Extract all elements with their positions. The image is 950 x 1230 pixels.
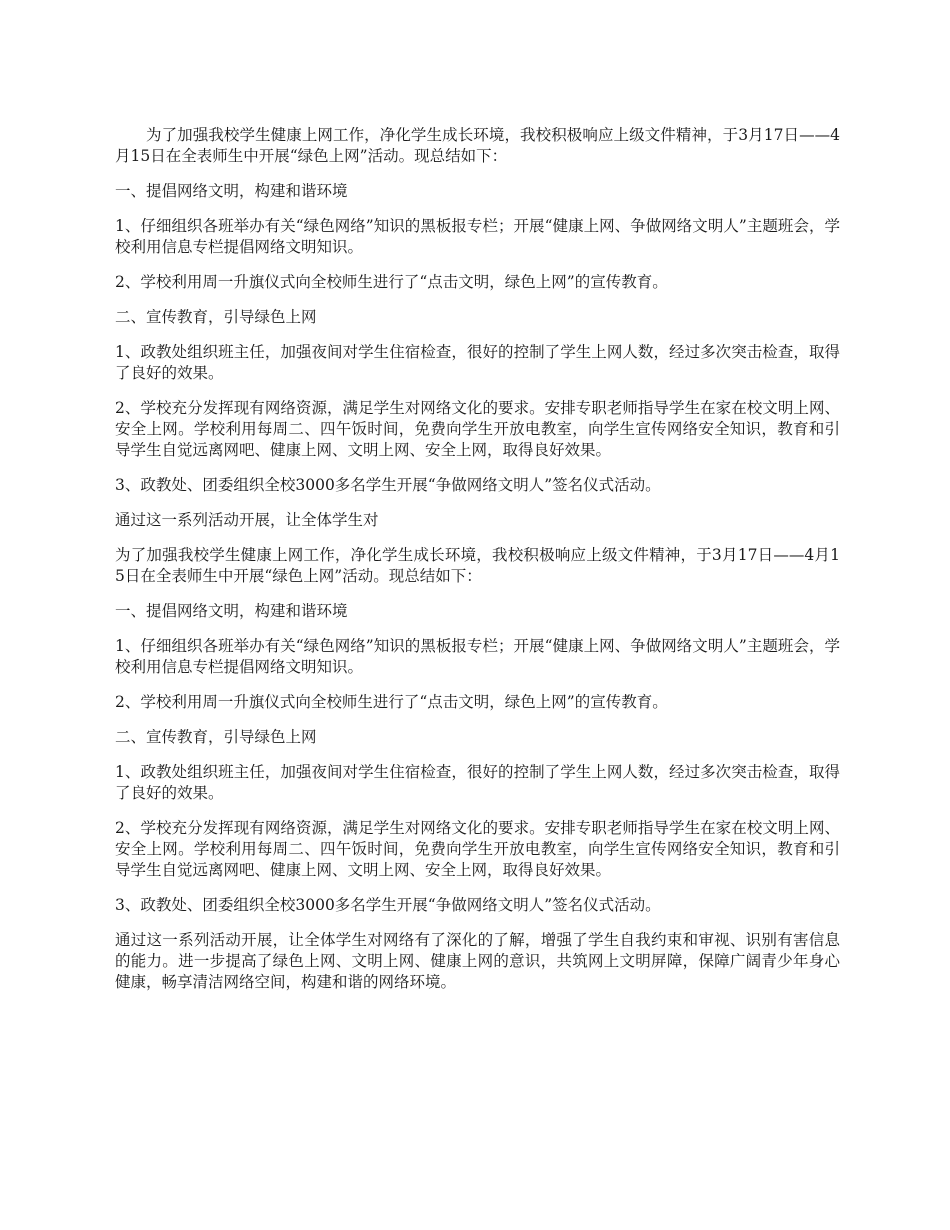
section-heading-2-repeat: 二、宣传教育，引导绿色上网 [115,728,317,746]
paragraph-item: 2、学校充分发挥现有网络资源，满足学生对网络文化的要求。安排专职老师指导学生在家在校文明上网、安全上网。学校利用每周二、四午饭时间，免费向学生开放电教室，向学生宣传网络安全知识，教育和引导学生自觉远离网吧、健康上网、文明上网、安全上网，取得良好效果。 [115,399,840,459]
section-heading-1-repeat: 一、提倡网络文明，构建和谐环境 [115,602,348,620]
paragraph-item: 2、学校利用周一升旗仪式向全校师生进行了“点击文明，绿色上网”的宣传教育。 [115,273,668,291]
paragraph-item: 1、政教处组织班主任，加强夜间对学生住宿检查，很好的控制了学生上网人数，经过多次突击检查，取得了良好的效果。 [115,763,840,802]
paragraph-item: 1、政教处组织班主任，加强夜间对学生住宿检查，很好的控制了学生上网人数，经过多次突击检查，取得了良好的效果。 [115,343,840,382]
paragraph-intro-repeat: 为了加强我校学生健康上网工作，净化学生成长环境，我校积极响应上级文件精神，于3月17日——4月15日在全表师生中开展“绿色上网”活动。现总结如下： [115,546,840,585]
paragraph-intro: 为了加强我校学生健康上网工作，净化学生成长环境，我校积极响应上级文件精神，于3月17日——4月15日在全表师生中开展“绿色上网”活动。现总结如下： [115,126,840,165]
paragraph-fragment: 通过这一系列活动开展，让全体学生对 [115,511,379,529]
paragraph-item: 1、仔细组织各班举办有关“绿色网络”知识的黑板报专栏；开展“健康上网、争做网络文明人”主题班会，学校利用信息专栏提倡网络文明知识。 [115,217,840,256]
paragraph-item: 2、学校利用周一升旗仪式向全校师生进行了“点击文明，绿色上网”的宣传教育。 [115,693,668,711]
paragraph-item: 3、政教处、团委组织全校3000多名学生开展“争做网络文明人”签名仪式活动。 [115,896,661,914]
paragraph-item: 3、政教处、团委组织全校3000多名学生开展“争做网络文明人”签名仪式活动。 [115,476,661,494]
paragraph-conclusion: 通过这一系列活动开展，让全体学生对网络有了深化的了解，增强了学生自我约束和审视、识别有害信息的能力。进一步提高了绿色上网、文明上网、健康上网的意识，共筑网上文明屏障，保障广阔青少年身心健康，畅享清洁网络空间，构建和谐的网络环境。 [115,931,840,991]
paragraph-item: 2、学校充分发挥现有网络资源，满足学生对网络文化的要求。安排专职老师指导学生在家在校文明上网、安全上网。学校利用每周二、四午饭时间，免费向学生开放电教室，向学生宣传网络安全知识，教育和引导学生自觉远离网吧、健康上网、文明上网、安全上网，取得良好效果。 [115,819,840,879]
section-heading-2: 二、宣传教育，引导绿色上网 [115,308,317,326]
document-body [115,125,840,1007]
paragraph-item: 1、仔细组织各班举办有关“绿色网络”知识的黑板报专栏；开展“健康上网、争做网络文明人”主题班会，学校利用信息专栏提倡网络文明知识。 [115,637,840,676]
section-heading-1: 一、提倡网络文明，构建和谐环境 [115,182,348,200]
